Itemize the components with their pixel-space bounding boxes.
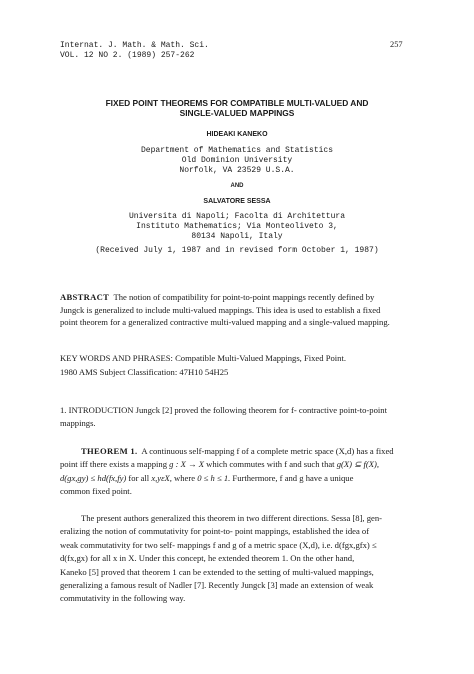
theorem-line: common fixed point.	[60, 486, 132, 497]
author-name: HIDEAKI KANEKO	[206, 131, 268, 138]
theorem-line: point iff there exists a mapping g : X → X which commutes with f and such that g(X) ⊆ f(X),	[60, 459, 379, 470]
abstract	[60, 291, 416, 329]
author-name: SALVATORE SESSA	[203, 198, 271, 205]
ams-classification: 1980 AMS Subject Classification: 47H10 54H25	[60, 367, 229, 377]
abstract-line: point theorem for a generalized contractive multi-valued mapping and a single-valued mapping.	[60, 317, 390, 328]
affiliation-line: 80134 Napoli, Italy	[191, 232, 283, 241]
affiliation-line: Department of Mathematics and Statistics	[140, 146, 334, 155]
journal-line-1: Internat. J. Math. & Math. Sci.	[60, 41, 209, 50]
abstract-label: ABSTRACT	[60, 292, 110, 302]
paper-title-line-1: FIXED POINT THEOREMS FOR COMPATIBLE MULTI-VALUED AND	[105, 98, 369, 108]
paper-title-line-2: SINGLE-VALUED MAPPINGS	[179, 108, 295, 118]
and-separator: AND	[230, 183, 244, 189]
abstract-line: Jungck is generalized to include multi-valued mappings. This idea is used to establish a fixed	[60, 304, 381, 315]
intro-paragraph	[60, 404, 416, 429]
body-line: d(fx,gx) for all x in X. Under this concept, he extended theorem 1. On the other hand,	[60, 553, 355, 564]
affiliation-line: Universita di Napoli; Facolta di Architettura	[128, 212, 346, 221]
affiliation-line: Instituto Mathematics; Via Monteoliveto 3,	[136, 222, 338, 231]
body-line: generalizing a famous result of Nadler [7]. Recently Jungck [3] made an extension of weak	[60, 580, 374, 591]
theorem-label: THEOREM 1.	[81, 446, 138, 456]
intro-line: mappings.	[60, 417, 96, 428]
theorem-line: THEOREM 1. A continuous self-mapping f of a complete metric space (X,d) has a fixed	[81, 446, 394, 456]
received-date: (Received July 1, 1987 and in revised form October 1, 1987)	[95, 246, 379, 255]
intro-line: 1. INTRODUCTION Jungck [2] proved the following theorem for f- contractive point-to-point	[60, 405, 387, 415]
body-line: weak commutativity for two self- mappings f and g of a metric space (X,d), i.e. d(fgx,gfx) ≤	[60, 539, 377, 550]
body-line: The present authors generalized this theorem in two different directions. Sessa [8], gen-	[81, 513, 383, 523]
body-line: commutativity in the following way.	[60, 593, 186, 604]
keywords: KEY WORDS AND PHRASES: Compatible Multi-Valued Mappings, Fixed Point.	[60, 353, 346, 363]
affiliation-line: Old Dominion University	[181, 156, 293, 165]
body-line: eralizing the notion of commutativity for point-to- point mappings, established the idea of	[60, 526, 370, 537]
journal-line-2: VOL. 12 NO 2. (1989) 257-262	[60, 51, 195, 60]
body-line: Kaneko [5] proved that theorem 1 can be extended to the setting of multi-valued mappings,	[60, 566, 374, 577]
abstract-line: ABSTRACT The notion of compatibility for point-to-point mappings recently defined by	[60, 292, 375, 302]
affiliation-line: Norfolk, VA 23529 U.S.A.	[179, 166, 295, 175]
body-paragraph	[60, 512, 416, 606]
page-number: 257	[390, 40, 403, 49]
theorem-1	[60, 445, 418, 499]
theorem-line: d(gx,gy) ≤ hd(fx,fy) for all x,yεX, where 0 ≤ h ≤ 1. Furthermore, f and g have a unique	[60, 472, 354, 483]
